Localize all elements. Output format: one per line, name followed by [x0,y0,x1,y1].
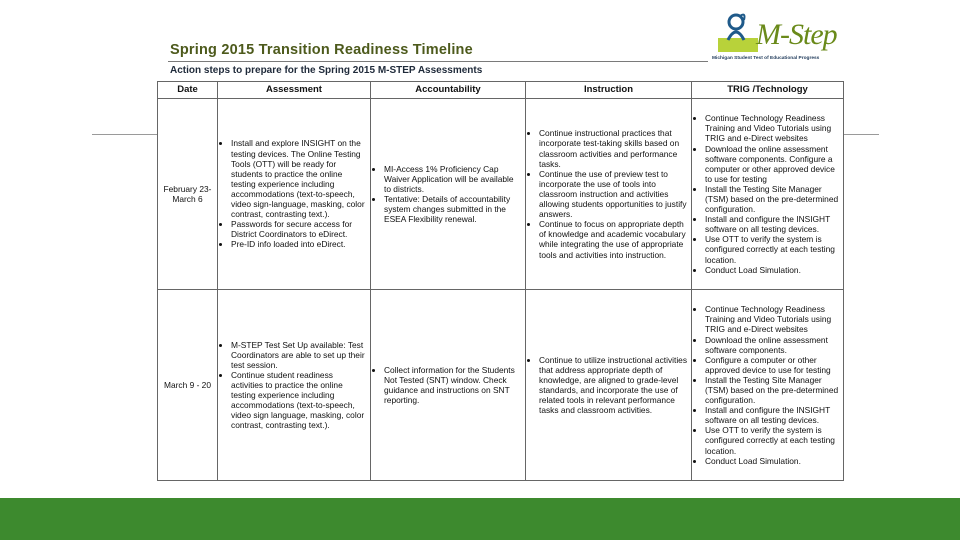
page-subtitle: Action steps to prepare for the Spring 2015 M-STEP Assessments [170,65,483,76]
date-cell: March 9 - 20 [158,290,218,481]
list-item: • Passwords for secure access for District Coordinators to eDirect. [231,219,367,239]
list-item: • Continue student readiness activities to practice the online testing experience including accommodations (text-to-speech, video sign language, masking, color contrast, contrasting text.). [231,370,367,431]
list-item: • MI-Access 1% Proficiency Cap Waiver Application will be available to districts. [384,164,522,194]
list-item: • Conduct Load Simulation. [705,265,840,275]
instruction-cell [526,290,692,481]
logo-brand: M-Step [756,18,837,51]
timeline-table [157,81,844,481]
list-item: • Install and configure the INSIGHT software on all testing devices. [705,405,840,425]
list-item: • Configure a computer or other approved device to use for testing [705,355,840,375]
list-item: • Use OTT to verify the system is configured correctly at each testing location. [705,234,840,264]
table-row [158,99,844,290]
table-header-row [158,82,844,99]
assessment-cell [218,99,371,290]
left-divider-line [92,134,157,135]
list-item: • Tentative: Details of accountability system changes submitted in the ESEA Flexibility renewal. [384,194,522,224]
page-title: Spring 2015 Transition Readiness Timeline [170,42,473,58]
list-item: • Install and configure the INSIGHT software on all testing devices. [705,214,840,234]
list-item: • Continue Technology Readiness Training and Video Tutorials using TRIG and e-Direct websites [705,113,840,143]
list-item: • Download the online assessment software components. [705,335,840,355]
technology-cell [692,290,844,481]
instruction-cell [526,99,692,290]
list-item: • M-STEP Test Set Up available: Test Coordinators are able to set up their test session. [231,340,367,370]
list-item: • Continue to focus on appropriate depth of knowledge and academic vocabulary while integrating the use of appropriate tools and activities into instruction. [539,219,688,259]
column-header-assessment: Assessment [218,82,371,99]
accountability-cell [371,99,526,290]
list-item: • Continue Technology Readiness Training and Video Tutorials using TRIG and e-Direct websites [705,304,840,334]
column-header-technology: TRIG /Technology [692,82,844,99]
list-item: • Pre-ID info loaded into eDirect. [231,239,367,249]
list-item: • Collect information for the Students Not Tested (SNT) window. Check guidance and instructions on SNT reporting. [384,365,522,405]
right-divider-line [843,134,879,135]
list-item: • Continue the use of preview test to incorporate the use of tools into classroom instruction and activities allowing students opportunities to justify answers. [539,169,688,219]
title-underline [168,61,708,62]
list-item: • Continue to utilize instructional activities that address appropriate depth of knowledge, are aligned to grade-level standards, and incorporate the use of related tools in relevant performance tasks and classroom activities. [539,355,688,416]
list-item: • Install and explore INSIGHT on the testing devices. The Online Testing Tools (OTT) will be ready for students to practice the online testing experience including accommodations (text-to-speech, video sign-language, masking, color contrast, contrasting text.). [231,138,367,219]
table-row [158,290,844,481]
technology-cell [692,99,844,290]
accountability-cell [371,290,526,481]
list-item: • Download the online assessment software components. Configure a computer or other approved device to use for testing [705,144,840,184]
date-cell: February 23-March 6 [158,99,218,290]
mstep-logo [712,10,842,70]
logo-tagline: Michigan Student Test of Educational Progress [712,56,820,61]
column-header-date: Date [158,82,218,99]
assessment-cell [218,290,371,481]
column-header-accountability: Accountability [371,82,526,99]
list-item: • Install the Testing Site Manager (TSM) based on the pre-determined configuration. [705,375,840,405]
list-item: • Continue instructional practices that incorporate test-taking skills based on classroom activities and performance tasks. [539,128,688,168]
list-item: • Install the Testing Site Manager (TSM) based on the pre-determined configuration. [705,184,840,214]
footer-bar [0,498,960,540]
list-item: • Conduct Load Simulation. [705,456,840,466]
column-header-instruction: Instruction [526,82,692,99]
list-item: • Use OTT to verify the system is configured correctly at each testing location. [705,425,840,455]
